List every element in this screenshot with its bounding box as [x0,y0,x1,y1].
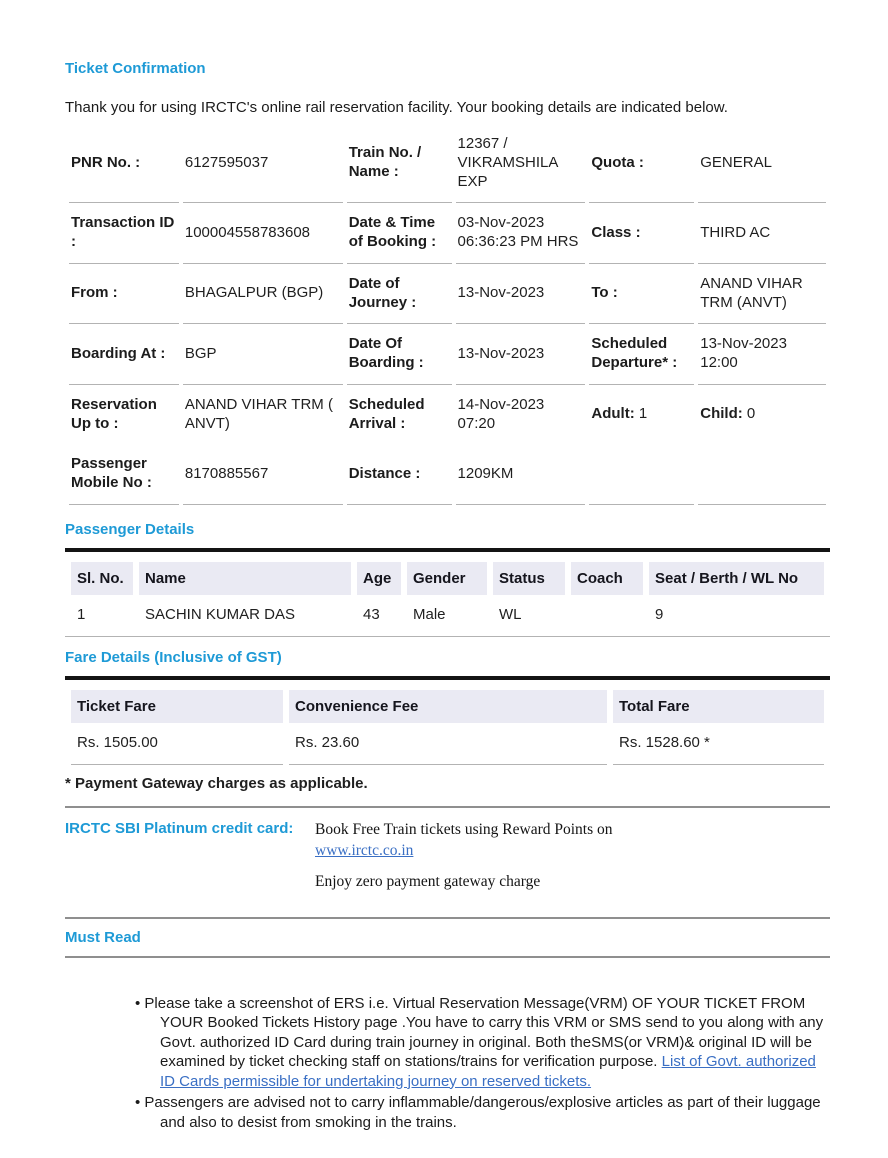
ticket-fare-value: Rs. 1505.00 [71,723,283,765]
class-value: THIRD AC [698,203,826,264]
journey-date-label: Date of Journey : [347,264,452,325]
col-convenience-fee: Convenience Fee [289,690,607,723]
col-gender: Gender [407,562,487,595]
child-value: 0 [746,405,756,423]
divider [65,806,830,808]
convenience-fee-value: Rs. 23.60 [289,723,607,765]
divider [65,548,830,552]
quota-value: GENERAL [698,124,826,203]
passenger-coach [571,595,643,636]
passenger-details-heading: Passenger Details [65,520,195,538]
booking-row-pnr [69,124,826,203]
booking-datetime-label: Date & Time of Booking : [347,203,452,264]
booking-row-from [69,264,826,325]
col-slno: Sl. No. [71,562,133,595]
divider [65,636,830,637]
adult-value: 1 [638,405,648,423]
quota-label: Quota : [589,124,694,203]
pnr-value: 6127595037 [183,124,343,203]
divider [65,676,830,680]
booking-details-table [65,124,830,505]
adult-label: Adult: [591,405,635,423]
col-total-fare: Total Fare [613,690,824,723]
must-read-item-luggage: • Passengers are advised not to carry inflammable/dangerous/explosive articles as part of their luggage and also to desist from smoking in the trains. [135,1093,830,1132]
sbi-offer-line1 [315,820,645,862]
passenger-name: SACHIN KUMAR DAS [145,605,296,623]
passenger-table [65,562,830,636]
col-name: Name [139,562,351,595]
distance-value: 1209KM [456,444,586,505]
fare-values-row [71,723,824,765]
passenger-gender: Male [413,605,446,623]
col-seat: Seat / Berth / WL No [649,562,824,595]
empty-cell [589,444,694,505]
departure-label: Scheduled Departure* : [589,324,694,385]
col-status: Status [493,562,565,595]
distance-label: Distance : [347,444,452,505]
col-ticket-fare: Ticket Fare [71,690,283,723]
boarding-label: Boarding At : [69,324,179,385]
vrm-instruction-text: Please take a screenshot of ERS i.e. Virtual Reservation Message(VRM) OF YOUR TICKET FROM YOUR Booked Tickets History page .You have to carry this VRM or SMS send to you along with any Govt. authorized ID Card during train journey in original. Both theSMS(or VRM)& original ID will be examined by ticket checking staff on stations/trains for verification purpose. [144,994,824,1071]
passenger-row [71,595,824,636]
sbi-offer-text: Book Free Train tickets using Reward Points on [315,820,613,838]
total-fare-value: Rs. 1528.60 * [613,723,824,765]
departure-value: 13-Nov-2023 12:00 [698,324,826,385]
from-value: BHAGALPUR (BGP) [183,264,343,325]
payment-gateway-note: * Payment Gateway charges as applicable. [65,774,368,792]
passenger-slno: 1 [77,605,86,623]
train-value: 12367 / VIKRAMSHILA EXP [456,124,586,203]
divider [65,917,830,919]
sbi-card-section [65,820,830,903]
journey-date-value: 13-Nov-2023 [456,264,586,325]
passenger-status: WL [499,605,522,623]
arrival-label: Scheduled Arrival : [348,395,425,432]
boarding-date-value: 13-Nov-2023 [456,324,586,385]
sbi-card-offer [315,820,645,903]
transaction-label: Transaction ID : [69,203,179,264]
col-age: Age [357,562,401,595]
reservation-upto-value: ANAND VIHAR TRM ( ANVT) [184,395,333,432]
id-cards-list-link[interactable]: List of Govt. authorized ID Cards permissible for undertaking journey on reserved tickets. [160,1053,816,1090]
booking-row-transaction [69,203,826,264]
fare-details-heading: Fare Details (Inclusive of GST) [65,648,282,666]
col-coach: Coach [571,562,643,595]
sbi-card-heading: IRCTC SBI Platinum credit card: [65,819,294,837]
page-title: Ticket Confirmation [65,60,206,77]
sbi-offer-line2: Enjoy zero payment gateway charge [315,872,541,890]
pnr-label: PNR No. : [69,124,179,203]
booking-datetime-value: 03-Nov-2023 06:36:23 PM HRS [456,203,586,264]
passenger-seat: 9 [655,605,664,623]
arrival-value: 14-Nov-2023 07:20 [457,395,545,432]
irctc-website-link[interactable]: www.irctc.co.in [315,841,414,859]
to-value: ANAND VIHAR TRM (ANVT) [698,264,826,325]
child-count [698,385,826,445]
must-read-item-vrm [135,994,830,1092]
boarding-date-label: Date Of Boarding : [347,324,452,385]
mobile-value: 8170885567 [183,444,343,505]
divider [65,956,830,958]
child-label: Child: [700,405,743,423]
train-label: Train No. / Name : [347,124,452,203]
reservation-upto-label: Reservation Up to : [71,395,157,432]
empty-cell [698,444,826,505]
mobile-label: Passenger Mobile No : [69,444,179,505]
fare-header-row [71,690,824,723]
booking-row-reservation [69,385,826,445]
to-label: To : [589,264,694,325]
intro-text: Thank you for using IRCTC's online rail reservation facility. Your booking details are indicated below. [65,99,728,116]
passenger-header-row [71,562,824,595]
transaction-value: 100004558783608 [183,203,343,264]
fare-table [65,690,830,765]
passenger-age: 43 [363,605,380,623]
boarding-value: BGP [183,324,343,385]
must-read-heading: Must Read [65,928,141,946]
adult-count [589,385,694,445]
class-label: Class : [589,203,694,264]
booking-row-mobile [69,444,826,505]
from-label: From : [69,264,179,325]
booking-row-boarding [69,324,826,385]
must-read-list [65,994,830,1133]
